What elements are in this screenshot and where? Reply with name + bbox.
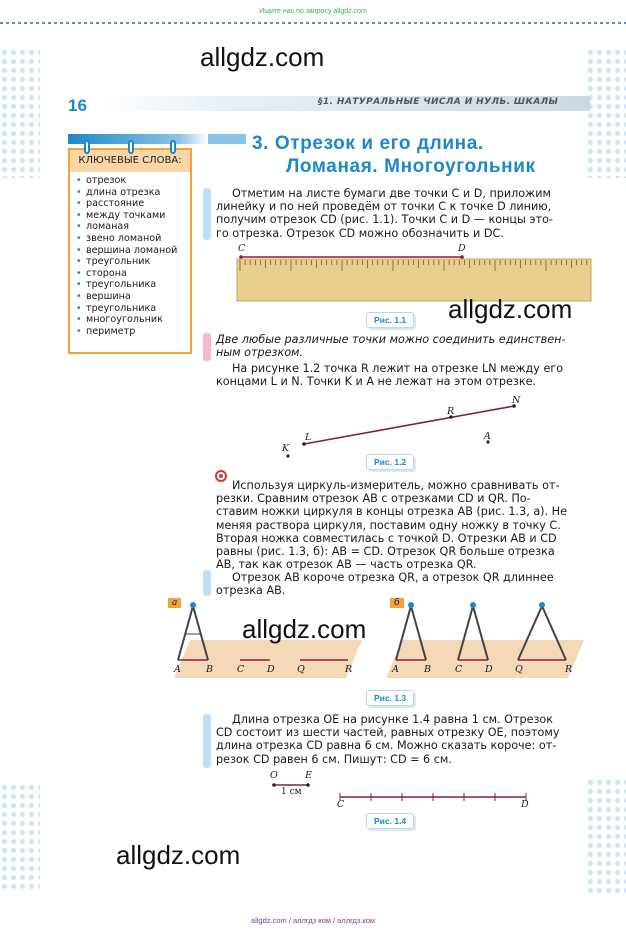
measure-figure: [270, 780, 540, 804]
dot-pattern: [0, 783, 40, 893]
subfigure-tag: б: [390, 598, 404, 608]
keyword-item: • многоугольник: [76, 314, 190, 326]
section-header: §1. НАТУРАЛЬНЫЕ ЧИСЛА И НУЛЬ. ШКАЛЫ: [318, 97, 559, 107]
paragraph-marker: [203, 188, 211, 240]
point-label: N: [512, 395, 521, 406]
watermark: allgdz.com: [448, 294, 573, 324]
point-label: C: [337, 799, 345, 810]
point-label: A: [392, 664, 399, 675]
point-o: [272, 783, 276, 787]
text-line: Вторая ножка совместилась с точкой D. Отрезки AB и CD: [216, 531, 557, 545]
text-line: отрезка AB.: [216, 584, 286, 598]
point-label: C: [455, 664, 463, 675]
text-line: резки. Сравним отрезок AB с отрезками CD и QR. По-: [216, 492, 531, 506]
point-label: D: [521, 799, 529, 810]
point-label: Q: [297, 664, 305, 675]
text-line: Две любые различные точки можно соединить единствен-: [216, 333, 566, 346]
unit-label: 1 см: [281, 787, 302, 797]
figure-label: Рис. 1.4: [366, 813, 414, 829]
keyword-item: • вершина ломаной: [76, 245, 190, 257]
compass-figure: [166, 600, 586, 682]
text-line: На рисунке 1.2 точка R лежит на отрезке LN между его: [232, 362, 564, 375]
keyword-item: • треугольника: [76, 279, 190, 291]
point-e: [306, 783, 310, 787]
watermark: allgdz.com: [242, 614, 367, 644]
keyword-item: • периметр: [76, 326, 190, 338]
paragraph-1: [216, 187, 588, 240]
keyword-item: • сторона: [76, 268, 190, 280]
text-line: резок CD равен 6 см. Пишут: CD = 6 см.: [216, 752, 452, 766]
keyword-item: • ломаная: [76, 221, 190, 233]
text-line: Отрезок AB короче отрезка QR, а отрезок QR длиннее: [232, 571, 554, 584]
text-line: получим отрезок CD (рис. 1.1). Точки C и D — концы это-: [216, 213, 553, 227]
keywords-list: [70, 172, 190, 337]
keyword-item: • треугольник: [76, 256, 190, 268]
paragraph-marker: [203, 714, 211, 768]
watermark: allgdz.com: [200, 42, 325, 72]
keyword-item: • звено ломаной: [76, 233, 190, 245]
point-label: C: [238, 243, 246, 254]
point-c: [239, 255, 243, 259]
segment-ln: [304, 406, 514, 444]
text-line: линейку и по ней проведём от точки C к точке D линию,: [216, 200, 552, 214]
figure-label: Рис. 1.2: [366, 454, 414, 470]
text-line: меняя раствора циркуля, поставим одну ножку в точку C.: [216, 518, 561, 532]
dot-pattern: [586, 48, 626, 178]
keywords-title: КЛЮЧЕВЫЕ СЛОВА:: [70, 150, 190, 172]
keyword-item: • треугольника: [76, 303, 190, 315]
point-label: C: [237, 664, 245, 675]
point-d: [460, 255, 464, 259]
text-line: концами L и N. Точки K и A не лежат на этом отрезке.: [216, 375, 537, 389]
paragraph-4: [216, 713, 588, 766]
paragraph-2: [216, 362, 588, 388]
point-label: E: [305, 770, 312, 781]
keyword-item: • между точками: [76, 210, 190, 222]
ring-icon: [84, 140, 90, 154]
compass-hinge: [408, 602, 414, 608]
point-label: K: [282, 443, 290, 454]
footer: allgdz.com / аллгдз ком / аллгдз.ком: [250, 916, 376, 925]
text-line: ставим ножки циркуля в концы отрезка AB (рис. 1.3, а). Не: [216, 505, 567, 519]
title-line: Ломаная. Многоугольник: [286, 156, 536, 177]
point-label: O: [270, 770, 278, 781]
keyword-item: • расстояние: [76, 198, 190, 210]
compass-hinge: [470, 602, 476, 608]
point-label: R: [565, 664, 573, 675]
figure-label: Рис. 1.1: [366, 312, 414, 328]
dot-pattern: [586, 778, 626, 893]
paragraph-3: [216, 479, 588, 571]
text-line: AB, так как отрезок AB — часть отрезка QR.: [216, 558, 477, 572]
point-label: B: [206, 664, 213, 675]
top-divider: [0, 22, 626, 24]
point-label: A: [484, 431, 491, 442]
title-line: 3. Отрезок и его длина.: [252, 133, 484, 154]
figure-label: Рис. 1.3: [366, 690, 414, 706]
dot-pattern: [0, 48, 40, 178]
text-line: ным отрезком.: [216, 346, 304, 360]
text-line: длина отрезка CD равна 6 см. Можно сказать короче: от-: [216, 739, 557, 753]
text-line: Отметим на листе бумаги две точки C и D, приложим: [232, 187, 551, 200]
page-number: 16: [68, 96, 87, 115]
point-label: D: [485, 664, 493, 675]
point-label: R: [345, 664, 353, 675]
point-label: D: [267, 664, 275, 675]
keywords-box: [68, 148, 192, 354]
compass-hinge: [190, 602, 196, 608]
text-line: равны (рис. 1.3, б): AB = CD. Отрезок QR больше отрезка: [216, 545, 555, 559]
keyword-item: • вершина: [76, 291, 190, 303]
point-label: A: [174, 664, 181, 675]
paragraph-marker: [203, 570, 211, 596]
paragraph-3-end: [216, 571, 588, 597]
point-label: L: [305, 432, 312, 443]
point-label: R: [447, 406, 455, 417]
ring-icon: [170, 140, 176, 154]
point-k: [286, 454, 289, 457]
keyword-item: • отрезок: [76, 175, 190, 187]
page-title: [252, 132, 536, 178]
point-label: D: [458, 243, 466, 254]
title-bar: [208, 134, 246, 144]
axiom-text: [216, 333, 588, 359]
top-banner: Ищите нас по запросу allgdz.com: [259, 8, 367, 15]
text-line: го отрезка. Отрезок CD можно обозначить и DC.: [216, 226, 504, 240]
subfigure-tag: а: [168, 598, 181, 608]
axiom-marker: [203, 333, 211, 361]
text-line: Используя циркуль-измеритель, можно сравнивать от-: [232, 479, 560, 492]
point-label: B: [424, 664, 431, 675]
text-line: CD состоит из шести частей, равных отрезку OE, поэтому: [216, 726, 560, 740]
point-label: Q: [515, 664, 523, 675]
watermark: allgdz.com: [116, 840, 241, 870]
keyword-item: • длина отрезка: [76, 187, 190, 199]
text-line: Длина отрезка OE на рисунке 1.4 равна 1 см. Отрезок: [232, 713, 554, 726]
ring-icon: [128, 140, 134, 154]
compass-hinge: [539, 602, 545, 608]
